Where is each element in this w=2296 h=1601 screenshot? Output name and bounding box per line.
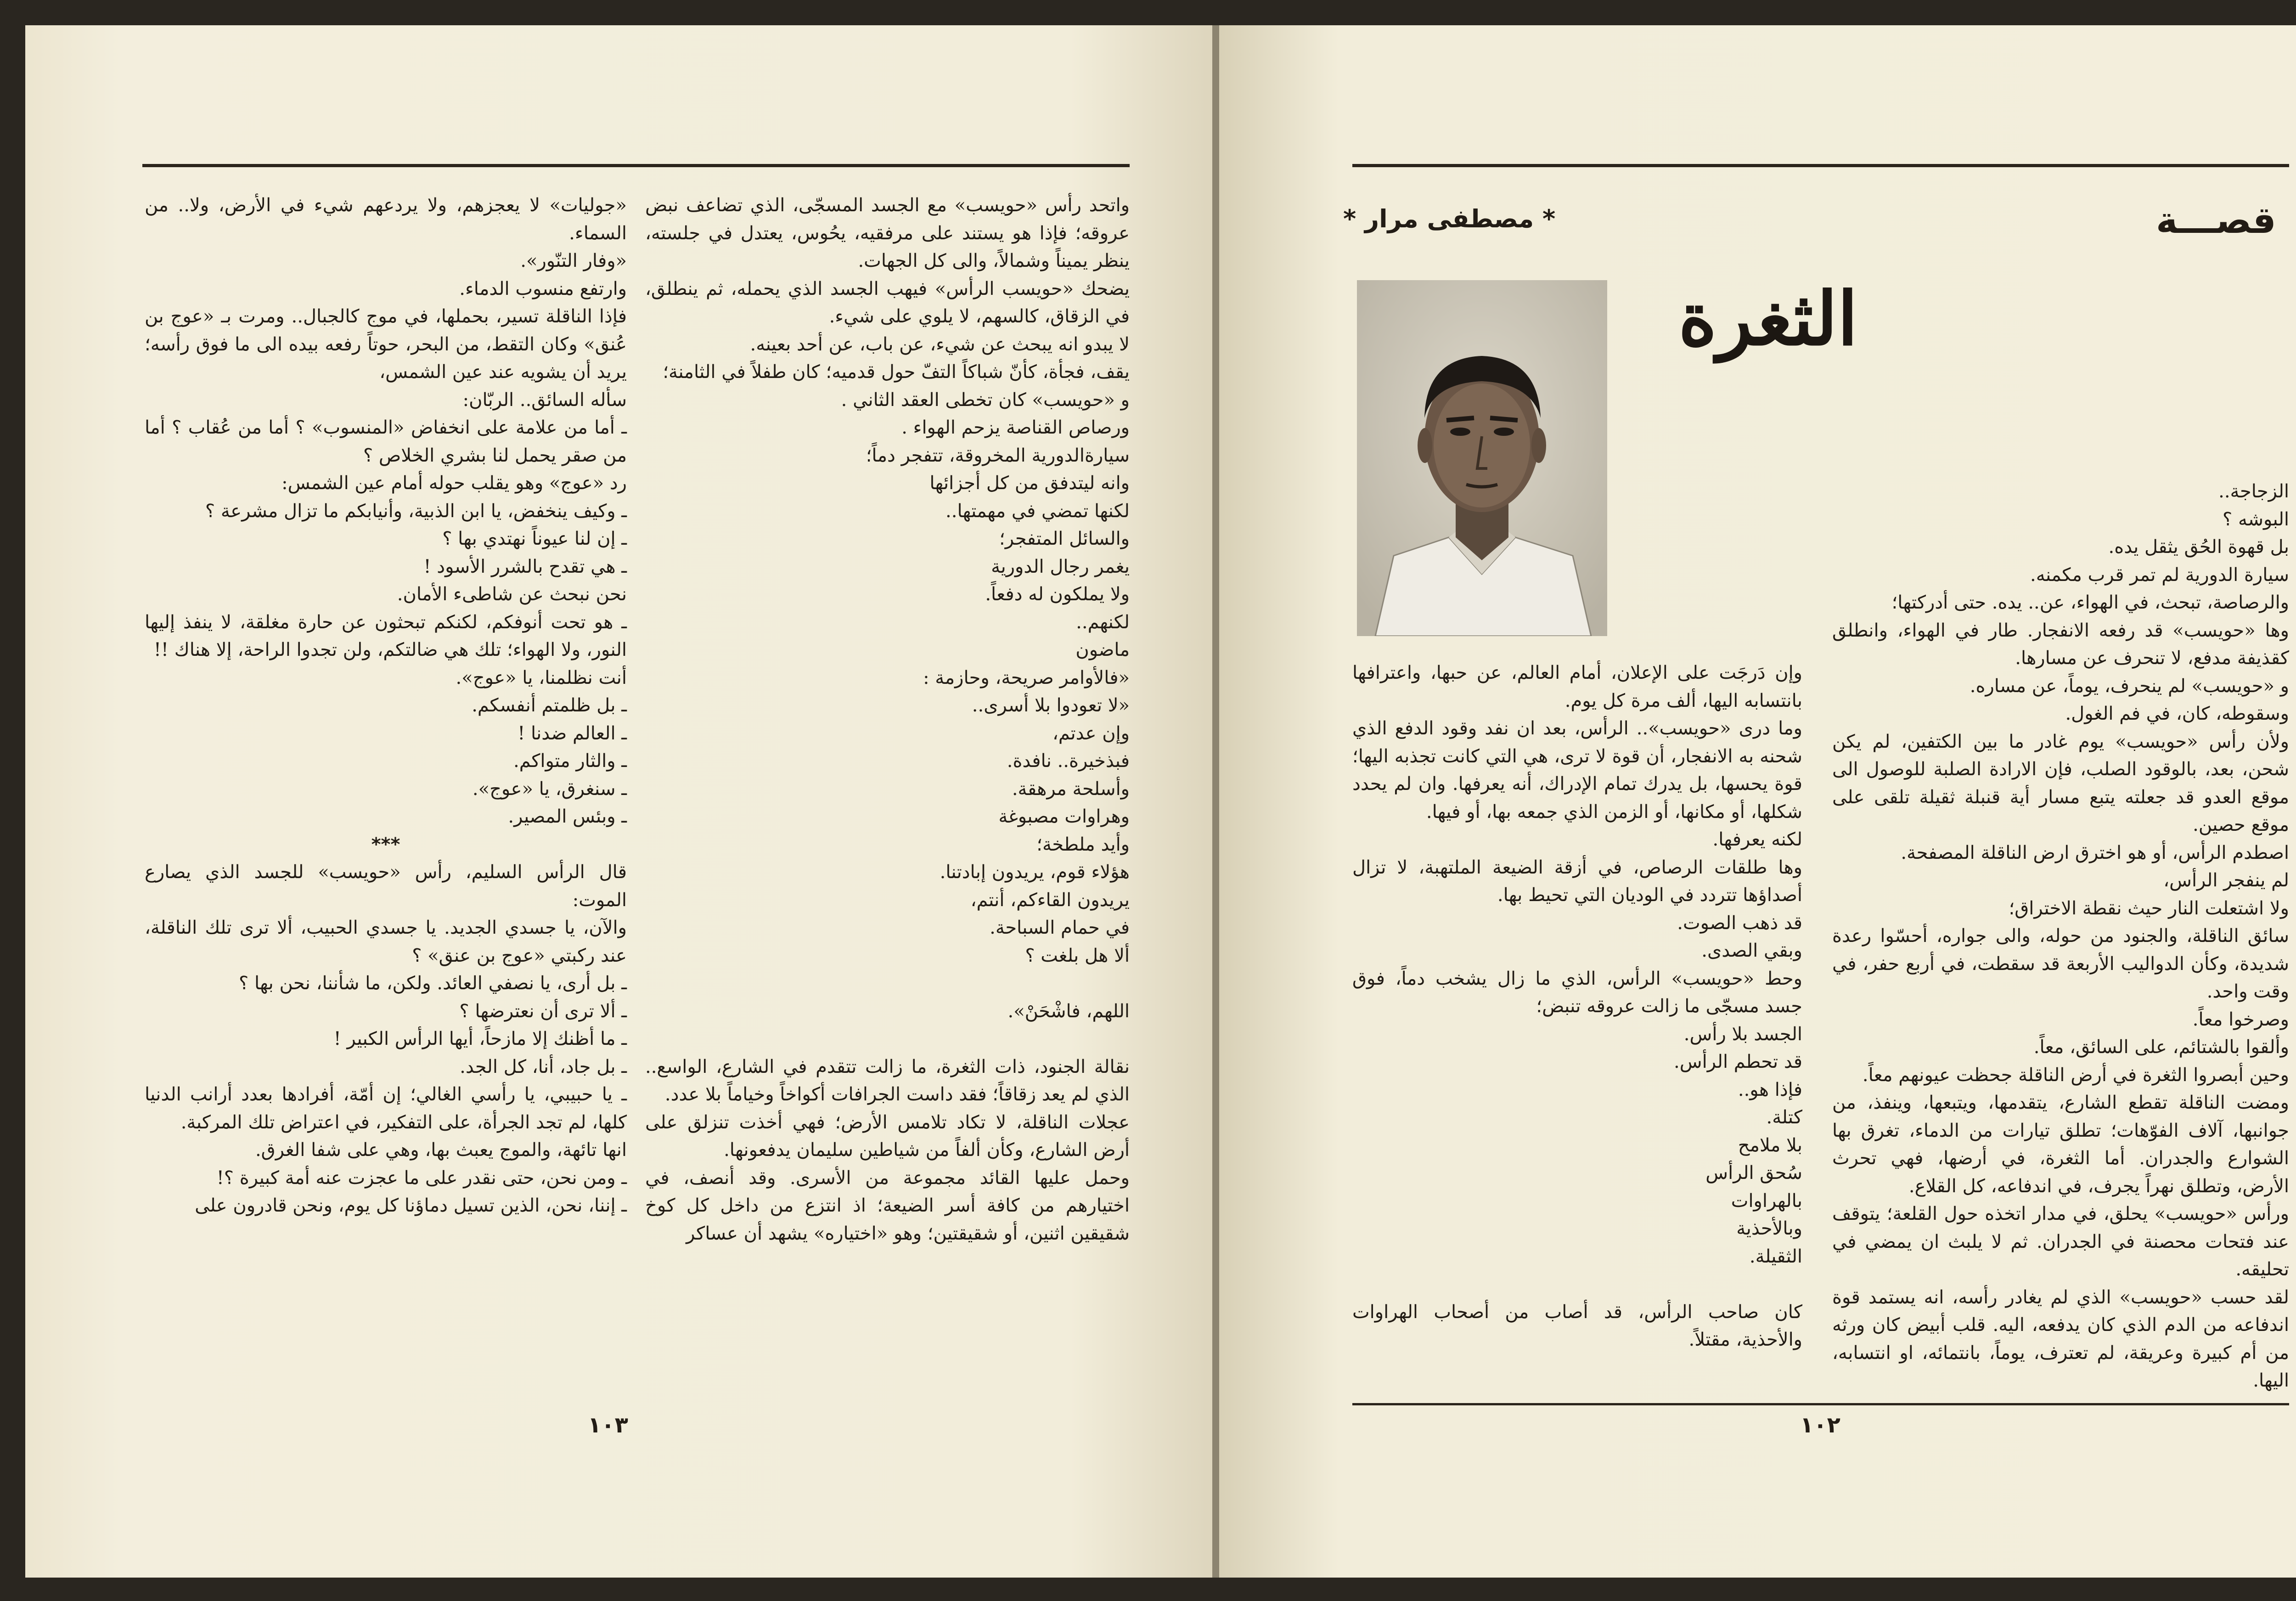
paragraph: لم ينفجر الرأس،: [2163, 870, 2289, 891]
page-number: ١٠٣: [588, 1412, 628, 1438]
paragraph: وإن دَرجَت على الإعلان، أمام العالم، عن حبها، واعترافها بانتسابه اليها، ألف مرة كل يوم.: [1352, 662, 1802, 711]
paragraph: الثقيلة.: [1749, 1246, 1802, 1267]
paragraph: نحن نبحث عن شاطىء الأمان.: [397, 584, 627, 605]
right-page-right-column: [1832, 478, 2289, 1395]
paragraph: البوشه ؟: [2223, 508, 2289, 530]
paragraph: فإذا هو..: [1738, 1079, 1802, 1100]
paragraph: لكنه يعرفها.: [1712, 829, 1802, 850]
paragraph: قد ذهب الصوت.: [1677, 912, 1802, 934]
left-page-left-column: [145, 192, 627, 1220]
paragraph: قال الرأس السليم، رأس «حويسب» للجسد الذي يصارع الموت:: [145, 862, 627, 911]
paragraph: سُحق الرأس: [1705, 1162, 1802, 1184]
header-rule: [1352, 164, 2289, 167]
paragraph: كان صاحب الرأس، قد أصاب من أصحاب الهراوات والأحذية، مقتلاً.: [1352, 1301, 1802, 1350]
paragraph: ـ وكيف ينخفض، يا ابن الذبية، وأنيابكم ما تزال مشرعة ؟: [205, 500, 627, 522]
paragraph: ورأس «حويسب» يحلق، في مدار اتخذه حول القلعة؛ يتوقف عند فتحات محصنة في الجدران. ثم لا يلبث ان يمضي في تحليقه.: [1832, 1203, 2289, 1280]
paragraph: كتلة.: [1766, 1107, 1802, 1128]
paragraph: الجسد بلا رأس.: [1683, 1023, 1802, 1045]
paragraph: ولأن رأس «حويسب» يوم غادر ما بين الكتفين، لم يكن شحن، بعد، بالوقود الصلب، فإن الارادة الصلبة للوصول الى موقع العدو قد جعلته يتبع مسار أية قنبلة ثقيلة تلقى على موقع حصين.: [1832, 731, 2289, 835]
paragraph: «جوليات» لا يعجزهم، ولا يردعهم شيء في الأرض، ولا.. من السماء.: [145, 195, 627, 244]
paragraph: وحين أبصروا الثغرة في أرض الناقلة جحظت عيونهم معاً.: [1862, 1064, 2289, 1086]
paragraph: قد تحطم الرأس.: [1674, 1051, 1802, 1072]
paragraph: نقالة الجنود، ذات الثغرة، ما زالت تتقدم في الشارع، الواسع.. الذي لم يعد زقاقاً؛ فقد داست الجرافات أكواخاً وخياماً بلا عدد.: [645, 1056, 1130, 1105]
paragraph: رد «عوج» وهو يقلب حوله أمام عين الشمس:: [281, 473, 627, 494]
paragraph: ـ والثار متواكم.: [513, 750, 627, 772]
paragraph: ومضت الناقلة تقطع الشارع، يتقدمها، ويتبعها، وينفذ، من جوانبها، آلاف الفوّهات؛ تطلق تيارات من الدماء، تغرق بها الشوارع والجدران. أما الثغرة، في أرضها، فهي تحرث الأرض، وتطلق نهراً يجرف، في اندفاعه، كل القلاع.: [1832, 1092, 2289, 1197]
paragraph: بل قهوة الحُق يثقل يده.: [2108, 536, 2289, 558]
paragraph: [645, 970, 1130, 998]
paragraph: وأسلحة مرهقة.: [1012, 778, 1130, 800]
paragraph: ـ هي تقدح بالشرر الأسود !: [423, 556, 627, 577]
paragraph: ماضون: [1075, 639, 1130, 660]
paragraph: ولا يملكون له دفعاً.: [985, 584, 1130, 605]
paragraph: و «حويسب» كان تخطى العقد الثاني .: [841, 389, 1130, 411]
right-page-left-column: [1352, 659, 1802, 1354]
paragraph: لكنها تمضي في مهمتها..: [945, 500, 1130, 522]
paragraph: لكنهم..: [1076, 611, 1130, 633]
left-page-right-column: [645, 192, 1130, 1247]
paragraph: عجلات الناقلة، لا تكاد تلامس الأرض؛ فهي أخذت تنزلق على أرض الشارع، وكأن ألفاً من شياطين سليمان يدفعونها.: [645, 1111, 1130, 1161]
paragraph: اصطدم الرأس، أو هو اخترق ارض الناقلة المصفحة.: [1901, 842, 2289, 863]
page-103: [25, 25, 1212, 1578]
paragraph: [645, 1025, 1130, 1053]
paragraph: بلا ملامح: [1738, 1134, 1802, 1156]
paragraph: ـ إننا، نحن، الذين تسيل دماؤنا كل يوم، ونحن قادرون على: [195, 1195, 627, 1216]
paragraph: وبقي الصدى.: [1701, 940, 1802, 961]
paragraph: ـ ألا ترى أن نعترضها ؟: [459, 1000, 627, 1022]
paragraph: ـ أما من علامة على انخفاض «المنسوب» ؟ أما من عُقاب ؟ أما من صقر يحمل لنا بشري الخلاص ؟: [145, 417, 627, 466]
paragraph: سيارةالدورية المخروقة، تتفجر دماً؛: [866, 445, 1130, 466]
paragraph: ـ وبئس المصير.: [508, 806, 627, 827]
paragraph: وأيد ملطخة؛: [1036, 834, 1130, 855]
paragraph: ـ بل جاد، أنا، كل الجد.: [460, 1056, 627, 1077]
paragraph: «وفار التنّور».: [520, 250, 627, 271]
paragraph: يغمر رجال الدورية: [991, 556, 1130, 577]
paragraph: والآن، يا جسدي الجديد. يا جسدي الحبيب، ألا ترى تلك الناقلة، عند ركبتي «عوج بن عنق» ؟: [145, 917, 627, 966]
paragraph: سأله السائق.. الربّان:: [462, 389, 627, 411]
paragraph: انها تائهة، والموج يعبث بها، وهي على شفا الغرق.: [255, 1139, 627, 1161]
paragraph: واتحد رأس «حويسب» مع الجسد المسجّى، الذي تضاعف نبض عروقه؛ فإذا هو يستند على مرفقيه، يحُوس، يعتدل في جلسته، ينظر يميناً وشمالاً، والى كل الجهات.: [645, 195, 1130, 271]
paragraph: و «حويسب» لم ينحرف، يوماً، عن مساره.: [1970, 675, 2289, 697]
paragraph: [1352, 1270, 1802, 1298]
paragraph: والسائل المتفجر؛: [999, 528, 1130, 549]
paragraph: الزجاجة..: [2218, 481, 2289, 502]
paragraph: بالهراوات: [1731, 1190, 1802, 1212]
paragraph: وسقوطه، كان، في فم الغول.: [2065, 703, 2289, 724]
paragraph: وحط «حويسب» الرأس، الذي ما زال يشخب دماً، فوق جسد مسجّى ما زالت عروقه تنبض؛: [1352, 968, 1802, 1017]
paragraph: اللهم، فاشْحَنْ».: [1007, 1000, 1130, 1022]
story-title: الثغرة: [1678, 276, 1858, 362]
paragraph: والرصاصة، تبحث، في الهواء، عن.. يده. حتى أدركتها؛: [1891, 592, 2289, 613]
paragraph: يضحك «حويسب الرأس» فيهب الجسد الذي يحمله، ثم ينطلق، في الزقاق، كالسهم، لا يلوي على شيء.: [645, 278, 1130, 327]
paragraph: ـ سنغرق، يا «عوج».: [472, 778, 627, 800]
paragraph: وألقوا بالشتائم، على السائق، معاً.: [2033, 1037, 2289, 1058]
paragraph: يقف، فجأة، كأنّ شباكاً التفّ حول قدميه؛ كان طفلاً في الثامنة؛: [663, 361, 1130, 383]
footer-rule: [1352, 1403, 2289, 1405]
paragraph: ـ إن لنا عيوناً نهتدي بها ؟: [442, 528, 627, 549]
gutter: [1212, 25, 1219, 1578]
paragraph: وبالأحذية: [1736, 1218, 1802, 1239]
paragraph: يريدون القاءكم، أنتم،: [970, 889, 1130, 911]
paragraph: ورصاص القناصة يزحم الهواء .: [901, 417, 1130, 438]
magazine-spread: [25, 25, 2296, 1578]
page-number: ١٠٢: [1800, 1412, 1840, 1438]
paragraph: ـ ما أظنك إلا مازحاً، أيها الرأس الكبير !: [333, 1028, 627, 1049]
paragraph: لقد حسب «حويسب» الذي لم يغادر رأسه، انه يستمد قوة اندفاعه من الدم الذي كان يدفعه، اليه. قلب أبيض كان ورثه من أم كبيرة وعريقة، لم تعترف، يوماً، بانتمائه، او انتسابه، اليها.: [1832, 1286, 2289, 1391]
paragraph: وارتفع منسوب الدماء.: [459, 278, 627, 299]
paragraph: وانه ليتدفق من كل أجزائها: [929, 473, 1130, 494]
section-label: قصـــة: [2156, 199, 2276, 242]
paragraph: وها طلقات الرصاص، في أزقة الضيعة الملتهبة، لا تزال أصداؤها تتردد في الوديان التي تحيط بها.: [1352, 857, 1802, 906]
paragraph: ـ بل ظلمتم أنفسكم.: [472, 695, 627, 716]
paragraph: وحمل عليها القائد مجموعة من الأسرى. وقد أنصف، في اختيارهم من كافة أسر الضيعة؛ اذ انتزع من داخل كل كوخ شقيقين اثنين، أو شقيقتين؛ وهو «اختياره» يشهد أن عساكر: [645, 1167, 1130, 1244]
page-102: [1219, 25, 2296, 1578]
paragraph: سيارة الدورية لم تمر قرب مكمنه.: [2030, 564, 2289, 586]
paragraph: ولا اشتعلت النار حيث نقطة الاختراق؛: [2009, 897, 2289, 919]
paragraph: أنت نظلمنا، يا «عوج».: [456, 667, 627, 688]
paragraph: «لا تعودوا بلا أسرى..: [972, 695, 1130, 716]
paragraph: ـ هو تحت أنوفكم، لكنكم تبحثون عن حارة مغلقة، لا ينفذ إليها النور، ولا الهواء؛ تلك هي ضالتكم، ولن تجدوا الراحة، إلا هناك !!: [145, 611, 627, 660]
author-name: * مصطفى مرار *: [1343, 204, 1556, 233]
paragraph: ـ العالم ضدنا !: [518, 722, 627, 744]
paragraph: في حمام السباحة.: [990, 917, 1130, 938]
paragraph: وهراوات مصبوغة: [998, 806, 1130, 827]
paragraph: «فالأوامر صريحة، وحازمة :: [923, 667, 1130, 688]
paragraph: فإذا الناقلة تسير، بحملها، في موج كالجبال.. ومرت بـ «عوج بن عُنق» وكان التقط، من البحر، حوتاً رفعه بيده الى ما فوق رأسه؛ يريد أن يشويه عند عين الشمس،: [145, 306, 627, 383]
paragraph: وإن عدتم،: [1052, 722, 1130, 744]
paragraph: وصرخوا معاً.: [2192, 1009, 2289, 1030]
paragraph: ـ يا حبيبي، يا رأسي الغالي؛ إن أمّة، أفرادها بعدد أرانب الدنيا كلها، لم تجد الجرأة، على التفكير، في اعتراض تلك المركبة.: [145, 1084, 627, 1133]
paragraph: سائق الناقلة، والجنود من حوله، والى جواره، أحسّوا رعدة شديدة، وكأن الدواليب الأربعة قد سقطت، في أربع حفر، في وقت واحد.: [1832, 925, 2289, 1002]
paragraph: هؤلاء قوم، يريدون إبادتنا.: [940, 862, 1130, 883]
header-rule: [142, 164, 1130, 167]
paragraph: وما درى «حويسب».. الرأس، بعد ان نفد وقود الدفع الذي شحنه به الانفجار، أن قوة لا ترى، هي التي كانت تجذبه اليها؛ قوة يحسها، بل يدرك تمام الإدراك، أنه يعرفها. وان لم يحدد شكلها، أو مكانها، أو الزمن الذي جمعه بها، أو فيها.: [1352, 718, 1802, 823]
paragraph: ـ ومن نحن، حتى نقدر على ما عجزت عنه أمة كبيرة ؟!: [216, 1167, 627, 1189]
paragraph: ـ بل أرى، يا نصفي العائد. ولكن، ما شأننا، نحن بها ؟: [239, 973, 627, 994]
author-photo: [1357, 280, 1607, 636]
paragraph: لا يبدو انه يبحث عن شيء، عن باب، عن أحد بعينه.: [750, 333, 1130, 355]
paragraph: فبذخيرة.. نافدة.: [1007, 750, 1130, 772]
paragraph: ألا هل بلغت ؟: [1025, 945, 1130, 966]
paragraph: وها «حويسب» قد رفعه الانفجار. طار في الهواء، وانطلق كقذيفة مدفع، لا تنحرف عن مسارها.: [1832, 620, 2289, 669]
paragraph: ***: [371, 834, 400, 855]
